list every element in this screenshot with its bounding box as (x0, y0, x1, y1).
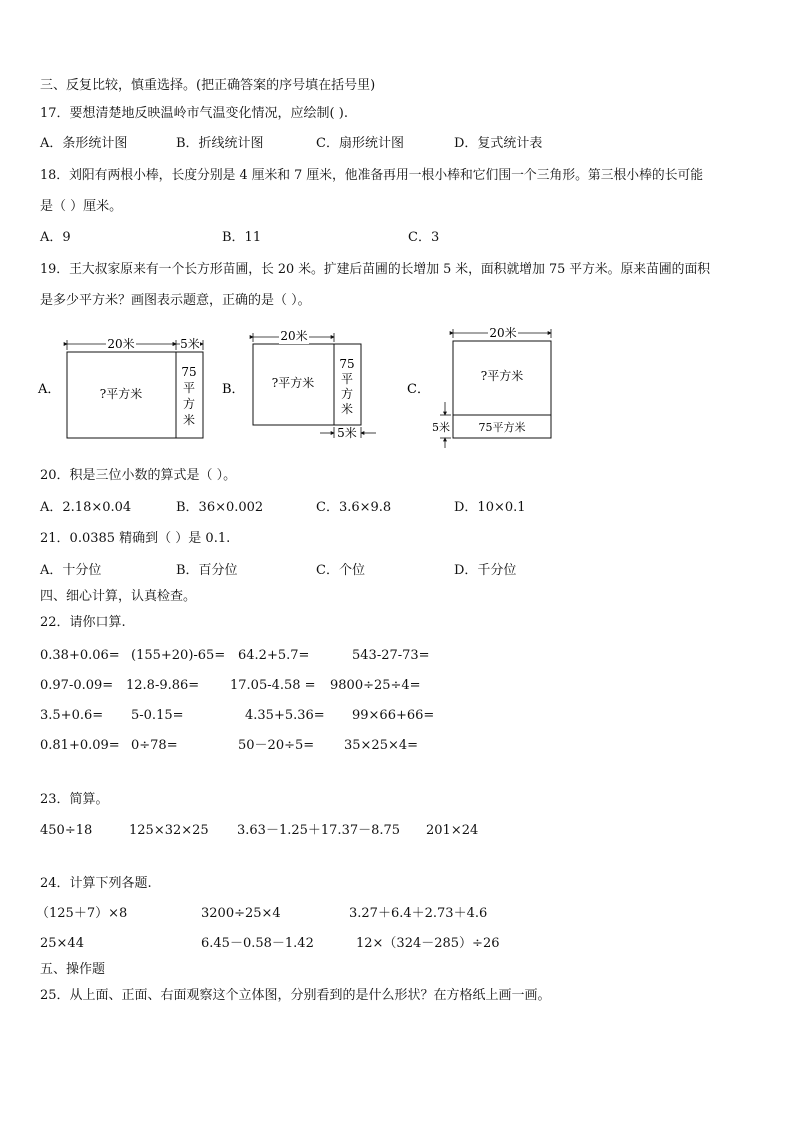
q18-option-c: C．3 (408, 230, 440, 245)
section-heading: 五、操作题 (40, 962, 106, 977)
q20-option-b: B．36×0.002 (176, 500, 264, 515)
q22-expression: 35×25×4= (344, 738, 419, 753)
section-heading: 四、细心计算，认真检查。 (40, 589, 197, 604)
q22-expression: 543-27-73= (352, 648, 430, 663)
q22-expression: 50－20÷5= (238, 738, 315, 753)
q23-expression: 125×32×25 (129, 823, 209, 838)
q17-option-a: A．条形统计图 (40, 136, 128, 151)
q22-expression: 12.8-9.86= (126, 678, 200, 693)
q22-expression: 0.38+0.06= (40, 648, 120, 663)
fig-a-top-length: 20米 (107, 337, 135, 351)
q24-expression: 6.45－0.58－1.42 (201, 936, 314, 951)
q22-expression: 9800÷25÷4= (330, 678, 421, 693)
fig-b-known-area-1: 75 (339, 357, 355, 371)
q22-expression: 0.97-0.09= (40, 678, 114, 693)
q22-expression: 99×66+66= (352, 708, 435, 723)
question-23-stem: 23．简算。 (40, 792, 109, 807)
q22-expression: 17.05-4.58 = (230, 678, 316, 693)
fig-a-known-area-1: 75 (181, 365, 197, 379)
question-21-stem: 21．0.0385 精确到（ ）是 0.1. (40, 531, 231, 546)
q20-option-a: A．2.18×0.04 (40, 500, 132, 515)
q21-option-a: A．十分位 (40, 563, 102, 578)
q20-option-d: D．10×0.1 (454, 500, 526, 515)
q23-expression: 3.63－1.25＋17.37－8.75 (237, 823, 401, 838)
fig-c-top-length: 20米 (489, 326, 517, 340)
question-17-stem: 17．要想清楚地反映温岭市气温变化情况，应绘制( ). (40, 106, 348, 121)
q24-expression: 12×（324－285）÷26 (356, 936, 500, 951)
fig-a-known-area-3: 方 (182, 397, 196, 411)
q24-expression: （125＋7）×8 (36, 906, 128, 921)
q20-option-c: C．3.6×9.8 (316, 500, 392, 515)
q22-expression: 4.35+5.36= (245, 708, 325, 723)
question-19-stem-line1: 19．王大叔家原来有一个长方形苗圃，长 20 米。扩建后苗圃的长增加 5 米，面积就增加 75 平方米。原来苗圃的面积 (40, 262, 711, 277)
q21-option-c: C．个位 (316, 563, 365, 578)
q21-option-b: B．百分位 (176, 563, 238, 578)
fig-b-bottom-length: 5米 (337, 426, 357, 440)
q22-expression: 0÷78= (131, 738, 178, 753)
q24-expression: 3.27＋6.4＋2.73＋4.6 (349, 906, 488, 921)
q21-option-d: D．千分位 (454, 563, 517, 578)
fig-b-known-area-3: 方 (340, 387, 354, 401)
q23-expression: 201×24 (426, 823, 479, 838)
fig-a-label: A． (38, 382, 61, 397)
q24-expression: 3200÷25×4 (201, 906, 281, 921)
q18-option-a: A．9 (40, 230, 71, 245)
fig-b-unknown-area: ?平方米 (271, 376, 315, 390)
q22-expression: 5-0.15= (131, 708, 184, 723)
q24-expression: 25×44 (40, 936, 84, 951)
q17-option-c: C．扇形统计图 (316, 136, 404, 151)
fig-c-label: C． (407, 382, 430, 397)
q17-option-d: D．复式统计表 (454, 136, 543, 151)
question-20-stem: 20．积是三位小数的算式是（ ）。 (40, 468, 237, 483)
question-18-stem-line2: 是（ ）厘米。 (40, 199, 123, 214)
q23-expression: 450÷18 (40, 823, 93, 838)
fig-c-unknown-area: ?平方米 (480, 369, 524, 383)
question-25-stem: 25．从上面、正面、右面观察这个立体图，分别看到的是什么形状？在方格纸上画一画。 (40, 988, 551, 1003)
fig-a-side-length: 5米 (180, 337, 200, 351)
q17-option-b: B．折线统计图 (176, 136, 264, 151)
fig-b-known-area-2: 平 (340, 372, 354, 386)
q22-expression: 3.5+0.6= (40, 708, 104, 723)
q22-expression: 0.81+0.09= (40, 738, 120, 753)
fig-a-known-area-4: 米 (182, 413, 196, 427)
fig-b-known-area-4: 米 (340, 402, 354, 416)
fig-c-left-length: 5米 (432, 421, 450, 434)
q22-expression: 64.2+5.7= (238, 648, 310, 663)
q18-option-b: B．11 (222, 230, 262, 245)
fig-c-known-area: 75平方米 (478, 421, 526, 434)
fig-b-top-length: 20米 (280, 329, 308, 343)
fig-a-unknown-area: ?平方米 (99, 387, 143, 401)
question-22-stem: 22．请你口算. (40, 615, 126, 630)
question-24-stem: 24．计算下列各题. (40, 876, 152, 891)
q22-expression: (155+20)-65= (131, 648, 226, 663)
question-19-stem-line2: 是多少平方米？画图表示题意，正确的是（ ）。 (40, 293, 311, 308)
fig-a-known-area-2: 平 (182, 381, 196, 395)
section-heading: 三、反复比较，慎重选择。(把正确答案的序号填在括号里) (40, 78, 376, 93)
fig-b-label: B． (222, 382, 245, 397)
question-18-stem-line1: 18．刘阳有两根小棒，长度分别是 4 厘米和 7 厘米，他准备再用一根小棒和它们围一个三角形。第三根小棒的长可能 (40, 168, 704, 183)
q19-figures (0, 320, 794, 460)
